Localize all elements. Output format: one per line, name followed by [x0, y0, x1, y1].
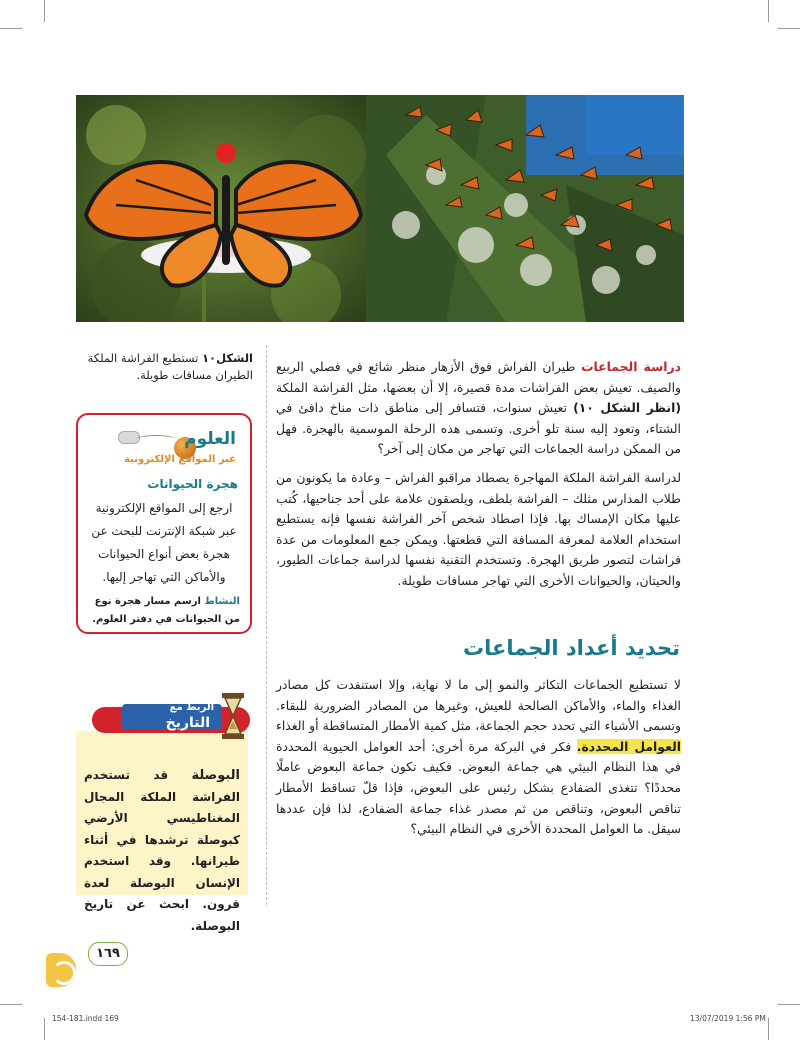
history-connection-box — [76, 693, 248, 933]
ribbon-small-text: الربط مع — [169, 702, 214, 713]
column-divider — [266, 345, 267, 905]
file-slug: 154-181.indd 169 — [52, 1014, 119, 1023]
page-number: ١٦٩ — [88, 942, 128, 966]
butterfly-photos — [76, 95, 684, 322]
box-title: العلوم — [184, 429, 236, 449]
paragraph — [276, 357, 681, 460]
crop-mark — [768, 1018, 769, 1040]
crop-mark — [44, 0, 45, 22]
mouse-cord — [136, 435, 176, 444]
paragraph-text: تعيش سنوات، فتسافر إلى مناطق ذات مناخ دافئ في الشتاء، وتعود إليه سنة تلو أخرى. وتسمى هذه الرحلة الموسمية بالهجرة. فهل من الممكن دراسة الجماعات التي تهاجر من مكان إلى آخر؟ — [276, 400, 681, 457]
figure-label: الشكل١٠ — [202, 351, 253, 365]
monarch-cluster-photo — [366, 95, 684, 322]
crop-mark — [768, 0, 769, 22]
box-body: ارجع إلى المواقع الإلكترونية عبر شبكة الإنترنت للبحث عن هجرة بعض أنواع الحيوانات والأماكن التي تهاجر إليها. — [91, 501, 237, 584]
paragraph-text: لا تستطيع الجماعات التكاثر والنمو إلى ما لا نهاية، وإلا استنفدت كل مصادر الغذاء والماء، والأماكن الصالحة للعيش، وغيرها من المصادر الضرورية للبقاء. وتسمى الأشياء التي تحدد حجم الجماعة، مثل كمية الأمطار المتساقطة أو الغذاء — [276, 677, 681, 734]
history-body — [84, 765, 240, 937]
figure-reference: (انظر الشكل ١٠) — [573, 400, 681, 416]
key-term-highlight: العوامل المحددة. — [576, 738, 681, 754]
hourglass-icon — [222, 693, 244, 739]
monarch-butterfly-photo — [76, 95, 366, 322]
crop-mark — [0, 28, 22, 29]
activity-label: النشاط — [204, 596, 240, 607]
crop-mark — [44, 1018, 45, 1040]
paragraph — [276, 675, 681, 840]
paragraph-text: طيران الفراش فوق الأزهار منظر شائع في فصلي الربيع والصيف. تعيش بعض الفراشات مدة قصيرة، إلا أن بعضها، مثل الفراشة الملكة — [276, 359, 681, 395]
activity-text: ارسم مسار هجرة نوع من الحيوانات في دفتر العلوم. — [92, 596, 240, 625]
box-heading: هجرة الحيوانات — [147, 477, 238, 491]
crop-mark — [0, 1004, 22, 1005]
figure-caption — [80, 350, 253, 384]
section-studying-populations — [276, 357, 681, 592]
activity — [88, 593, 240, 629]
history-text: قد تستخدم الفراشة الملكة المجال المغناطيسي الأرضي كبوصلة ترشدها في أثناء طيرانها. وقد استخدم الإنسان البوصلة لعدة قرون. ابحث عن تاريخ البوصلة. — [84, 768, 240, 933]
crop-mark — [778, 28, 800, 29]
section-title: تحديد أعداد الجماعات — [463, 636, 680, 660]
history-keyword: البوصلة — [191, 768, 240, 783]
box-subtitle: عبر المواقع الإلكترونية — [124, 454, 236, 465]
crop-mark — [778, 1004, 800, 1005]
section-heading: دراسة الجماعات — [581, 359, 681, 374]
paragraph-text: فكر في البركة مرة أخرى: أحد العوامل الحيوية المحددة في هذا النظام البيئي هي جماعة البعوض. فكيف تكون جماعة البعوض عاملًا محددًا؟ تتغذى الضفادع بشكل رئيس على البعوض، فإذا قلّ تساقط الأمطار تناقص البعوض، وتناقص من ثم مصدر غذاء جماعة الضفادع، لذا فإن عددها سيقل. ما العوامل المحددة الأخرى في النظام البيئي؟ — [276, 738, 681, 837]
print-timestamp: 13/07/2019 1:56 PM — [690, 1014, 766, 1023]
figure-caption-text: تستطيع الفراشة الملكة الطيران مسافات طويلة. — [87, 351, 253, 382]
science-online-box — [76, 413, 252, 634]
section-limiting-factors — [276, 675, 681, 840]
publisher-logo-mark — [52, 961, 76, 985]
ribbon-title: التاريخ — [165, 715, 210, 731]
paragraph: لدراسة الفراشة الملكة المهاجرة يصطاد مراقبو الفراش – وعادة ما يكونون من طلاب المدارس مثلك – الفراشة بلطف، ويلصقون علامة على أحد جناحيها، كُتب عليها مكان الإمساك بها. فإذا اصطاد شخص آخر الفراشة نفسها فإنه يستطيع استخدام العلامة لمعرفة المسافة التي قطعتها. ويمكن جمع المعلومات من عدة فراشات لتصور طريق الهجرة. وتستخدم التقنية نفسها لدراسة جماعات الطيور، والحيتان، والحيوانات الأخرى التي تهاجر مسافات طويلة. — [276, 469, 681, 588]
